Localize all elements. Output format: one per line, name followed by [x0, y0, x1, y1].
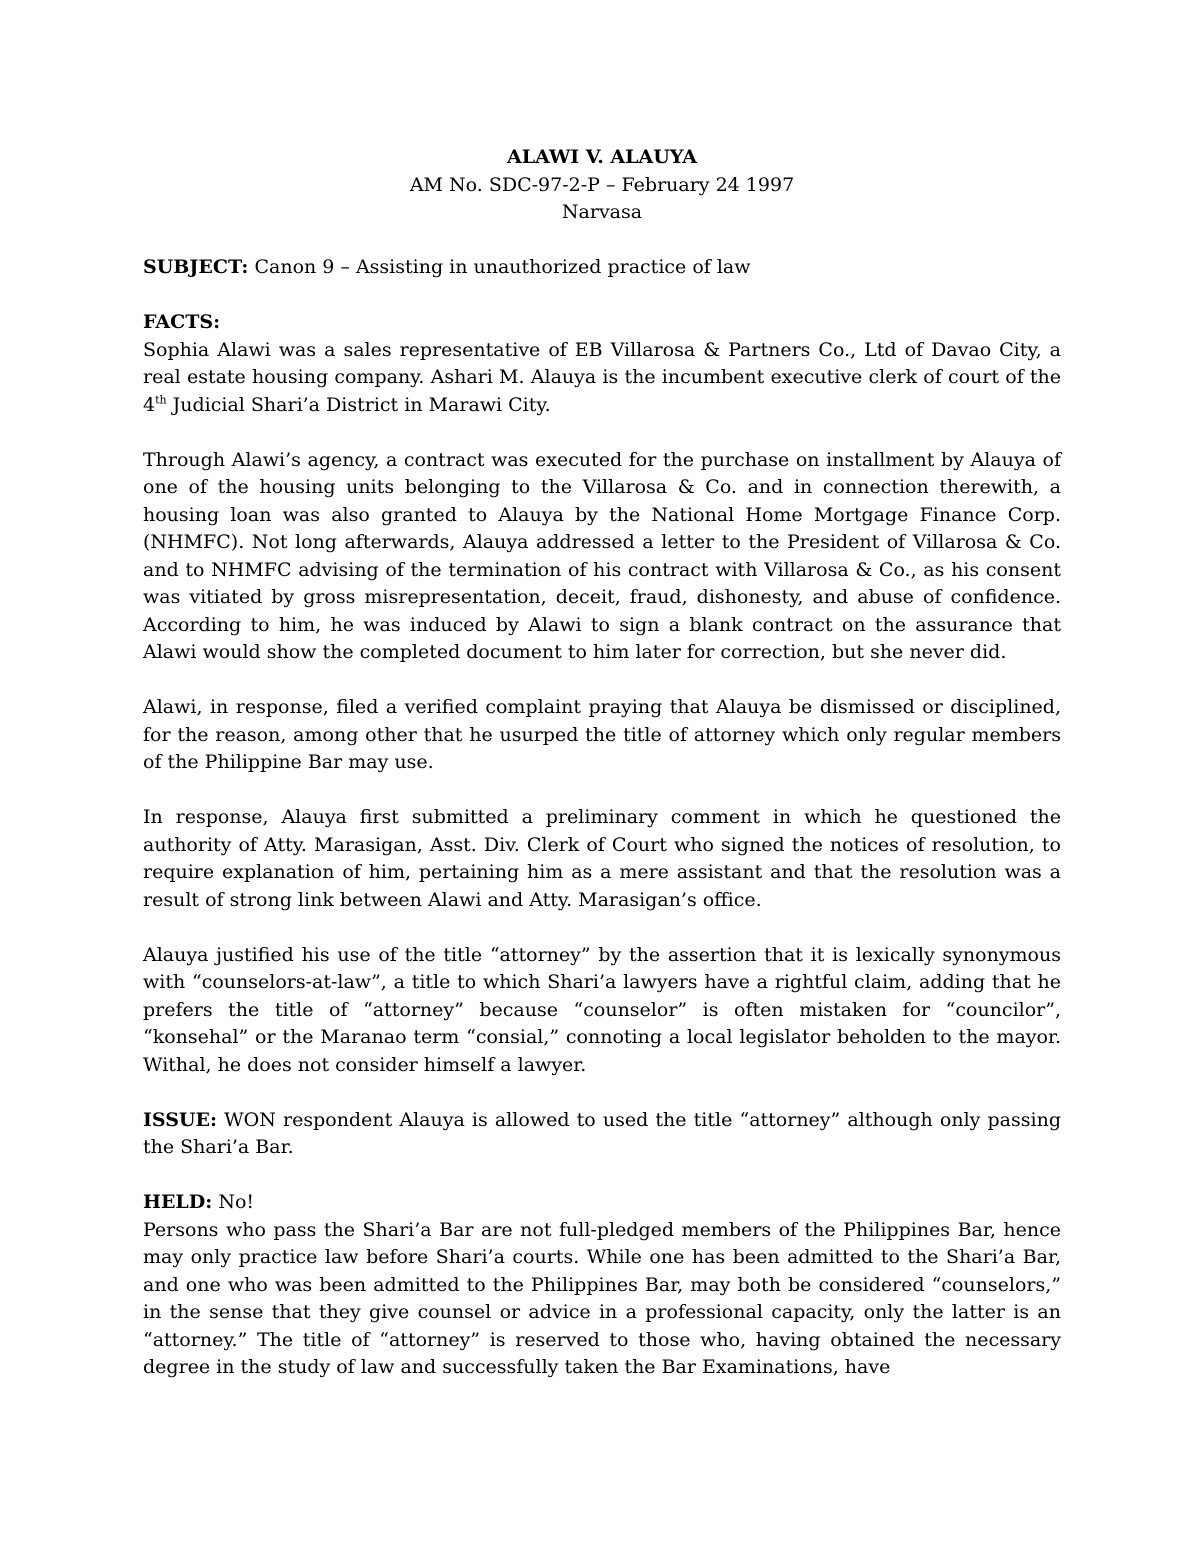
case-title: ALAWI V. ALAUYA: [507, 146, 697, 168]
facts-heading: FACTS:: [143, 311, 221, 333]
facts-paragraph-4: In response, Alauya first submitted a preliminary comment in which he questioned the authority of Atty. Marasigan, Asst. Div. Clerk of Court who signed the notices of resolution, to require explanation of him, pertaining him as a mere assistant and that the resolution was a result of strong link between Alawi and Atty. Marasigan’s office.: [143, 806, 1061, 911]
document-body: [143, 144, 1061, 1382]
facts-paragraph-3: Alawi, in response, filed a verified complaint praying that Alauya be dismissed or disciplined, for the reason, among other that he usurped the title of attorney which only regular members of the Philippine Bar may use.: [143, 696, 1061, 773]
issue-text: WON respondent Alauya is allowed to used the title “attorney” although only passing the Shari’a Bar.: [143, 1108, 1061, 1158]
issue-paragraph: [143, 1107, 1061, 1162]
subject-text: Canon 9 – Assisting in unauthorized practice of law: [248, 256, 751, 278]
ponente: Narvasa: [561, 201, 643, 223]
subject-label: SUBJECT:: [143, 256, 249, 278]
case-citation: AM No. SDC-97-2-P – February 24 1997: [409, 173, 795, 196]
issue-label: ISSUE:: [143, 1108, 217, 1131]
held-label: HELD:: [143, 1191, 213, 1213]
held-verdict: No!: [212, 1191, 255, 1213]
facts-paragraph-1-text-b: Judicial Shari’a District in Marawi City.: [166, 393, 551, 416]
facts-paragraph-1: [143, 337, 1061, 420]
facts-paragraph-5: Alauya justified his use of the title “attorney” by the assertion that it is lexically synonymous with “counselors-at-law”, a title to which Shari’a lawyers have a rightful claim, adding that he prefers the title of “attorney” because “counselor” is often mistaken for “councilor”, “konsehal” or the Maranao term “consial,” connoting a local legislator beholden to the mayor. Withal, he does not consider himself a lawyer.: [143, 943, 1061, 1076]
facts-paragraph-1-text-a: Sophia Alawi was a sales representative of EB Villarosa & Partners Co., Ltd of Davao City, a real estate housing company. Ashari M. Alauya is the incumbent executive clerk of court of the 4: [143, 338, 1061, 416]
subject-line: [143, 254, 1061, 282]
held-paragraph: Persons who pass the Shari’a Bar are not full-pledged members of the Philippines Bar, hence may only practice law before Shari’a courts. While one has been admitted to the Shari’a Bar, and one who was been admitted to the Philippines Bar, may both be considered “counselors,” in the sense that they give counsel or advice in a professional capacity, only the latter is an “attorney.” The title of “attorney” is reserved to those who, having obtained the necessary degree in the study of law and successfully taken the Bar Examinations, have: [143, 1218, 1061, 1378]
facts-paragraph-2: Through Alawi’s agency, a contract was executed for the purchase on installment by Alauya of one of the housing units belonging to the Villarosa & Co. and in connection therewith, a housing loan was also granted to Alauya by the National Home Mortgage Finance Corp. (NHMFC). Not long afterwards, Alauya addressed a letter to the President of Villarosa & Co. and to NHMFC advising of the termination of his contract with Villarosa & Co., as his consent was vitiated by gross misrepresentation, deceit, fraud, dishonesty, and abuse of confidence. According to him, he was induced by Alawi to sign a blank contract on the assurance that Alawi would show the completed document to him later for correction, but she never did.: [143, 448, 1061, 663]
ordinal-superscript: th: [155, 393, 167, 407]
held-heading: [143, 1189, 1061, 1217]
